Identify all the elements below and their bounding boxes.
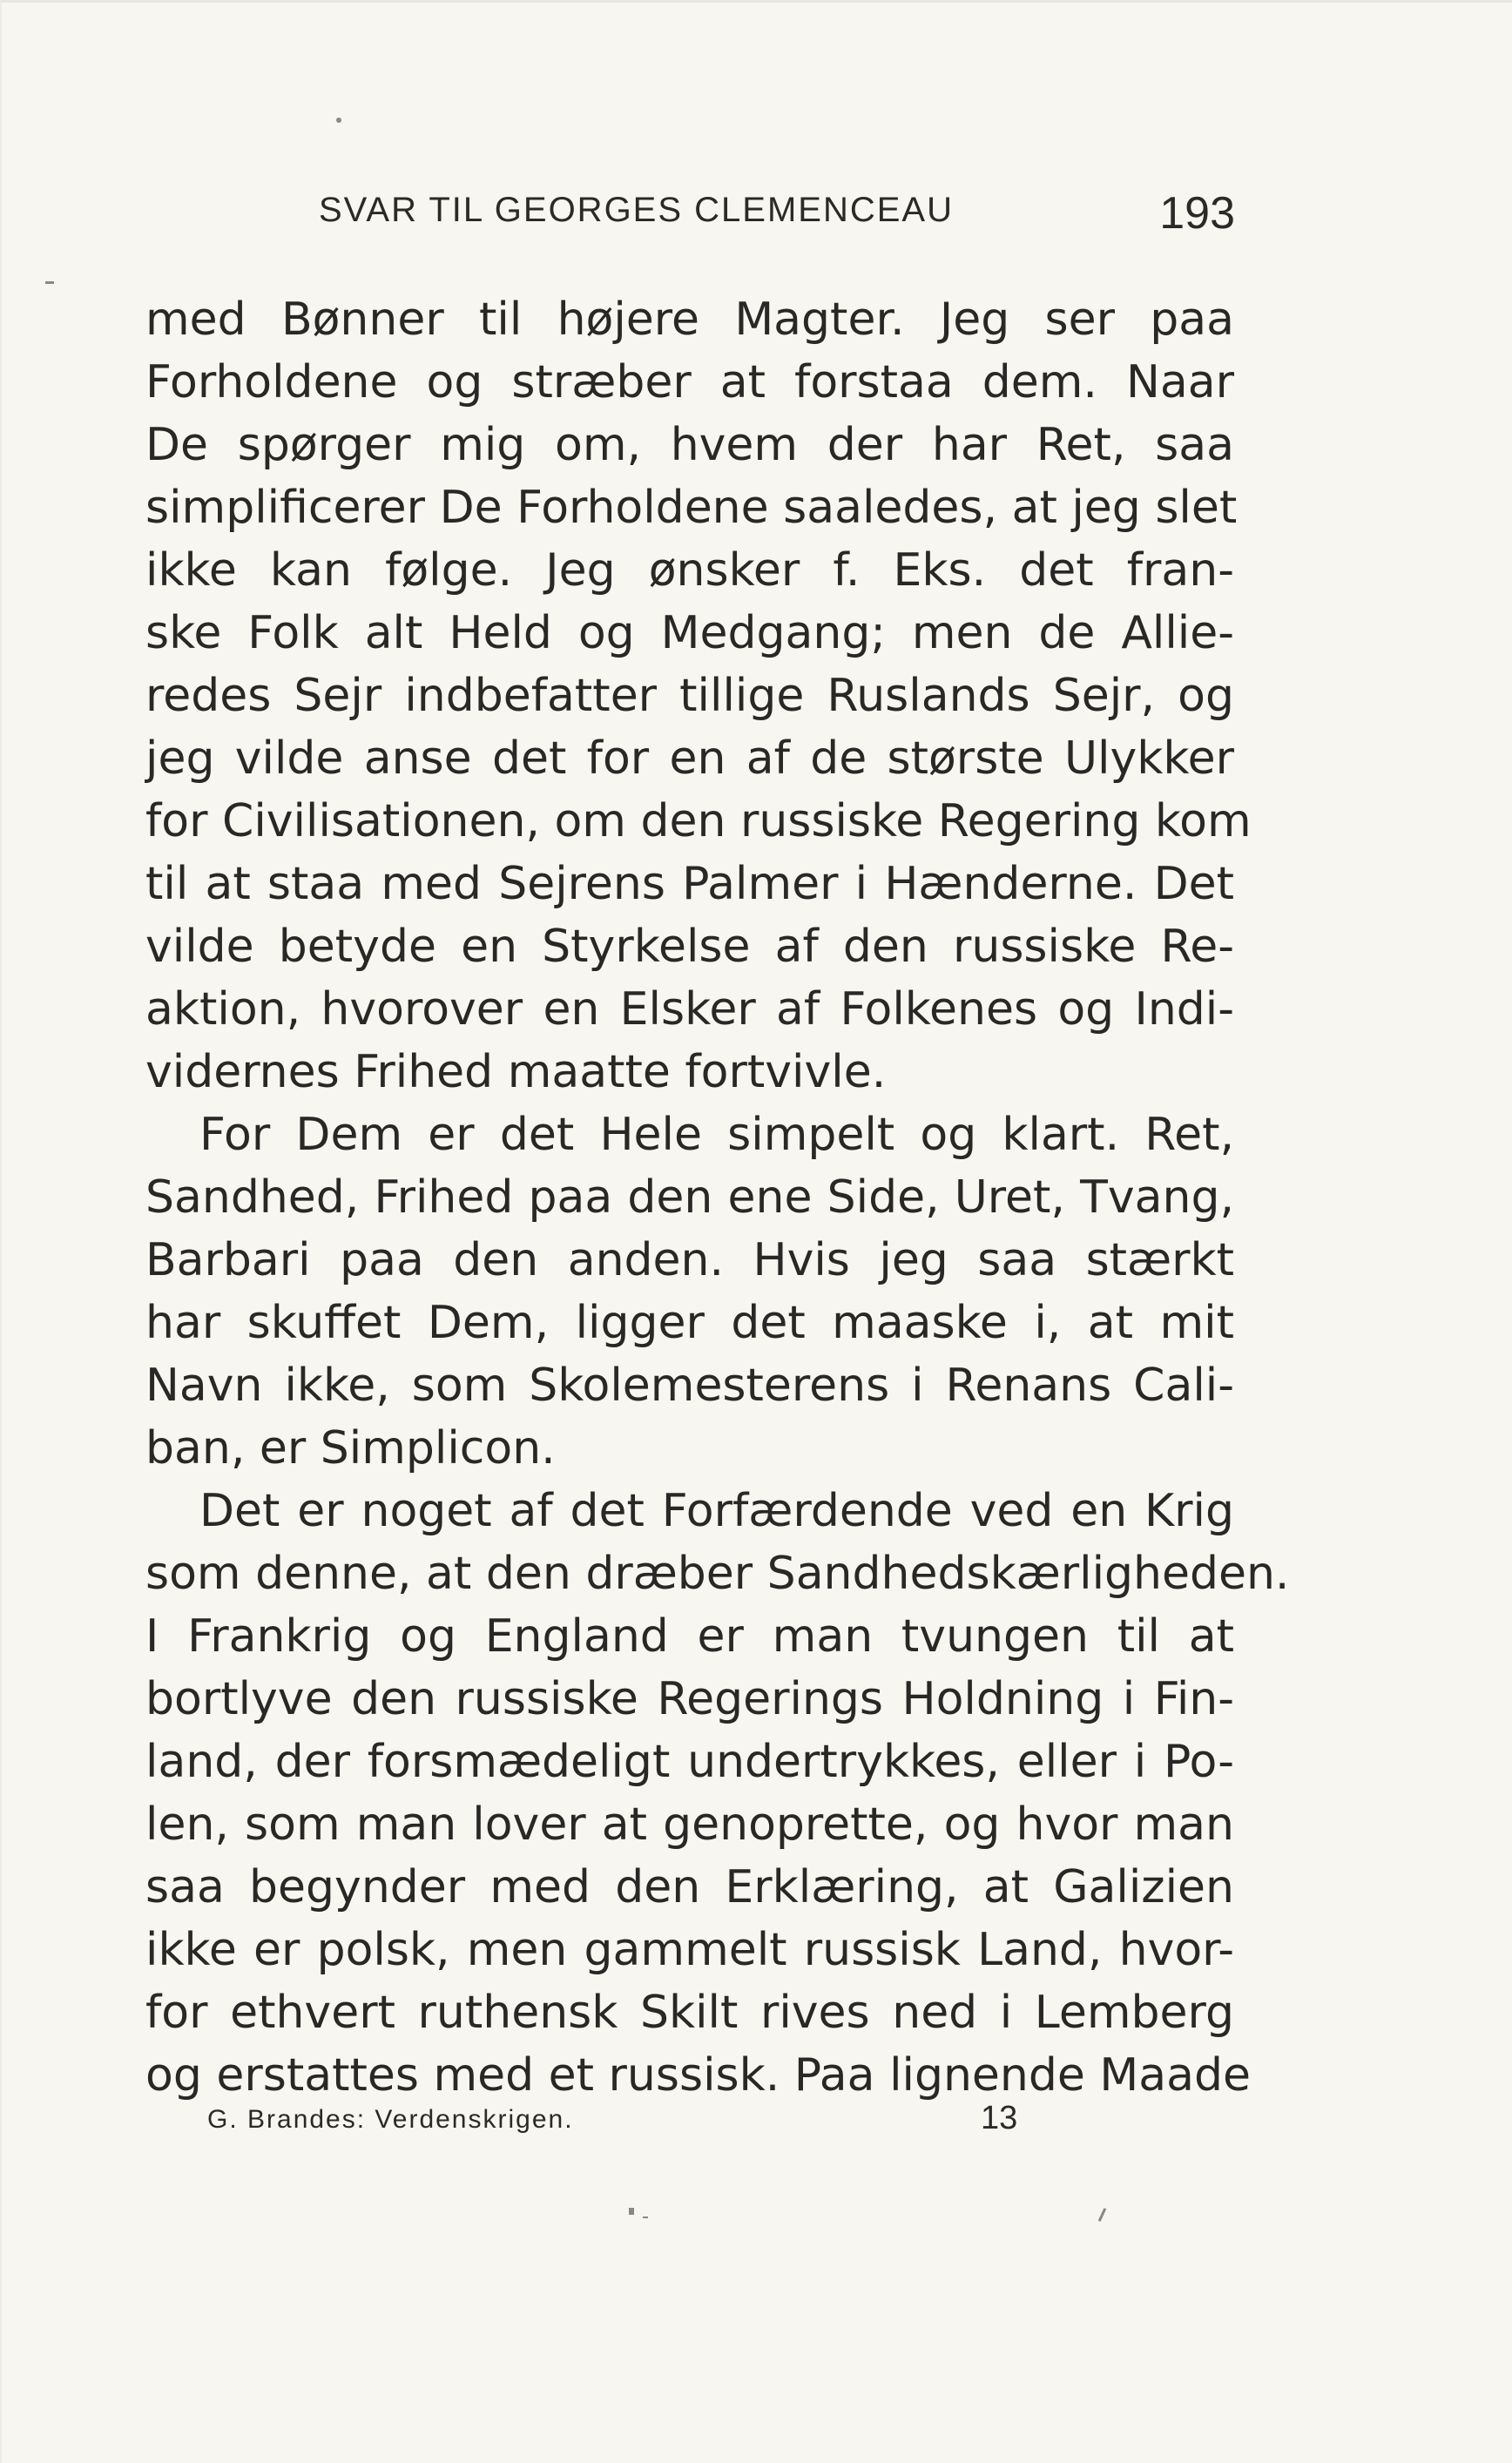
- text-line: til at staa med Sejrens Palmer i Hænderne. Det: [145, 858, 1234, 910]
- signature-line: G. Brandes: Verdenskrigen.: [207, 2105, 574, 2134]
- text-line: for ethvert ruthensk Skilt rives ned i Lemberg: [145, 1987, 1234, 2039]
- text-line: ikke kan følge. Jeg ønsker f. Eks. det fran-: [145, 544, 1234, 597]
- text-line: len, som man lover at genoprette, og hvor man: [145, 1798, 1234, 1851]
- text-line: aktion, hvorover en Elsker af Folkenes og Indi-: [145, 983, 1234, 1036]
- text-line: Det er noget af det Forfærdende ved en Krig: [199, 1485, 1234, 1537]
- signature-number: 13: [981, 2100, 1018, 2136]
- print-speck: [643, 2217, 648, 2218]
- text-line: Forholdene og stræber at forstaa dem. Naar: [145, 356, 1234, 408]
- print-speck: [45, 281, 54, 284]
- running-head: [319, 188, 1235, 243]
- text-line: ikke er polsk, men gammelt russisk Land, hvor-: [145, 1924, 1234, 1976]
- text-line: ban, er Simplicon.: [145, 1422, 556, 1474]
- text-line: I Frankrig og England er man tvungen til at: [145, 1610, 1234, 1663]
- text-line: jeg vilde anse det for en af de største Ulykker: [145, 732, 1234, 785]
- text-line: land, der forsmædeligt undertrykkes, eller i Po-: [145, 1736, 1234, 1788]
- print-speck: [1098, 2208, 1106, 2222]
- text-line: vilde betyde en Styrkelse af den russiske Re-: [145, 921, 1234, 973]
- text-line: redes Sejr indbefatter tillige Ruslands Sejr, og: [145, 670, 1234, 722]
- text-line: De spørger mig om, hvem der har Ret, saa: [145, 419, 1234, 471]
- text-line: saa begynder med den Erklæring, at Galizien: [145, 1861, 1234, 1913]
- text-line: med Bønner til højere Magter. Jeg ser paa: [145, 294, 1234, 346]
- text-line: Navn ikke, som Skolemesterens i Renans Cali-: [145, 1360, 1234, 1412]
- text-line: Sandhed, Frihed paa den ene Side, Uret, Tvang,: [145, 1171, 1234, 1224]
- body-text: [145, 288, 1290, 2107]
- text-line: for Civilisationen, om den russiske Regering kom: [145, 795, 1252, 847]
- text-line: Barbari paa den anden. Hvis jeg saa stærkt: [145, 1234, 1234, 1286]
- text-line: For Dem er det Hele simpelt og klart. Ret,: [199, 1109, 1234, 1161]
- text-line: som denne, at den dræber Sandhedskærligheden.: [145, 1548, 1290, 1600]
- text-line: ske Folk alt Held og Medgang; men de Allie-: [145, 607, 1234, 659]
- running-title: SVAR TIL GEORGES CLEMENCEAU: [319, 191, 954, 229]
- text-line: simplificerer De Forholdene saaledes, at jeg slet: [145, 482, 1238, 534]
- print-speck: [629, 2208, 634, 2215]
- text-line: vidernes Frihed maatte fortvivle.: [145, 1046, 887, 1098]
- text-line: har skuffet Dem, ligger det maaske i, at mit: [145, 1297, 1234, 1349]
- text-line: og erstattes med et russisk. Paa lignende Maade: [145, 2049, 1251, 2102]
- page-number: 193: [1159, 188, 1235, 239]
- page-footer: [207, 2100, 1049, 2143]
- text-line: bortlyve den russiske Regerings Holdning i Fin-: [145, 1673, 1234, 1725]
- print-speck: [336, 118, 341, 123]
